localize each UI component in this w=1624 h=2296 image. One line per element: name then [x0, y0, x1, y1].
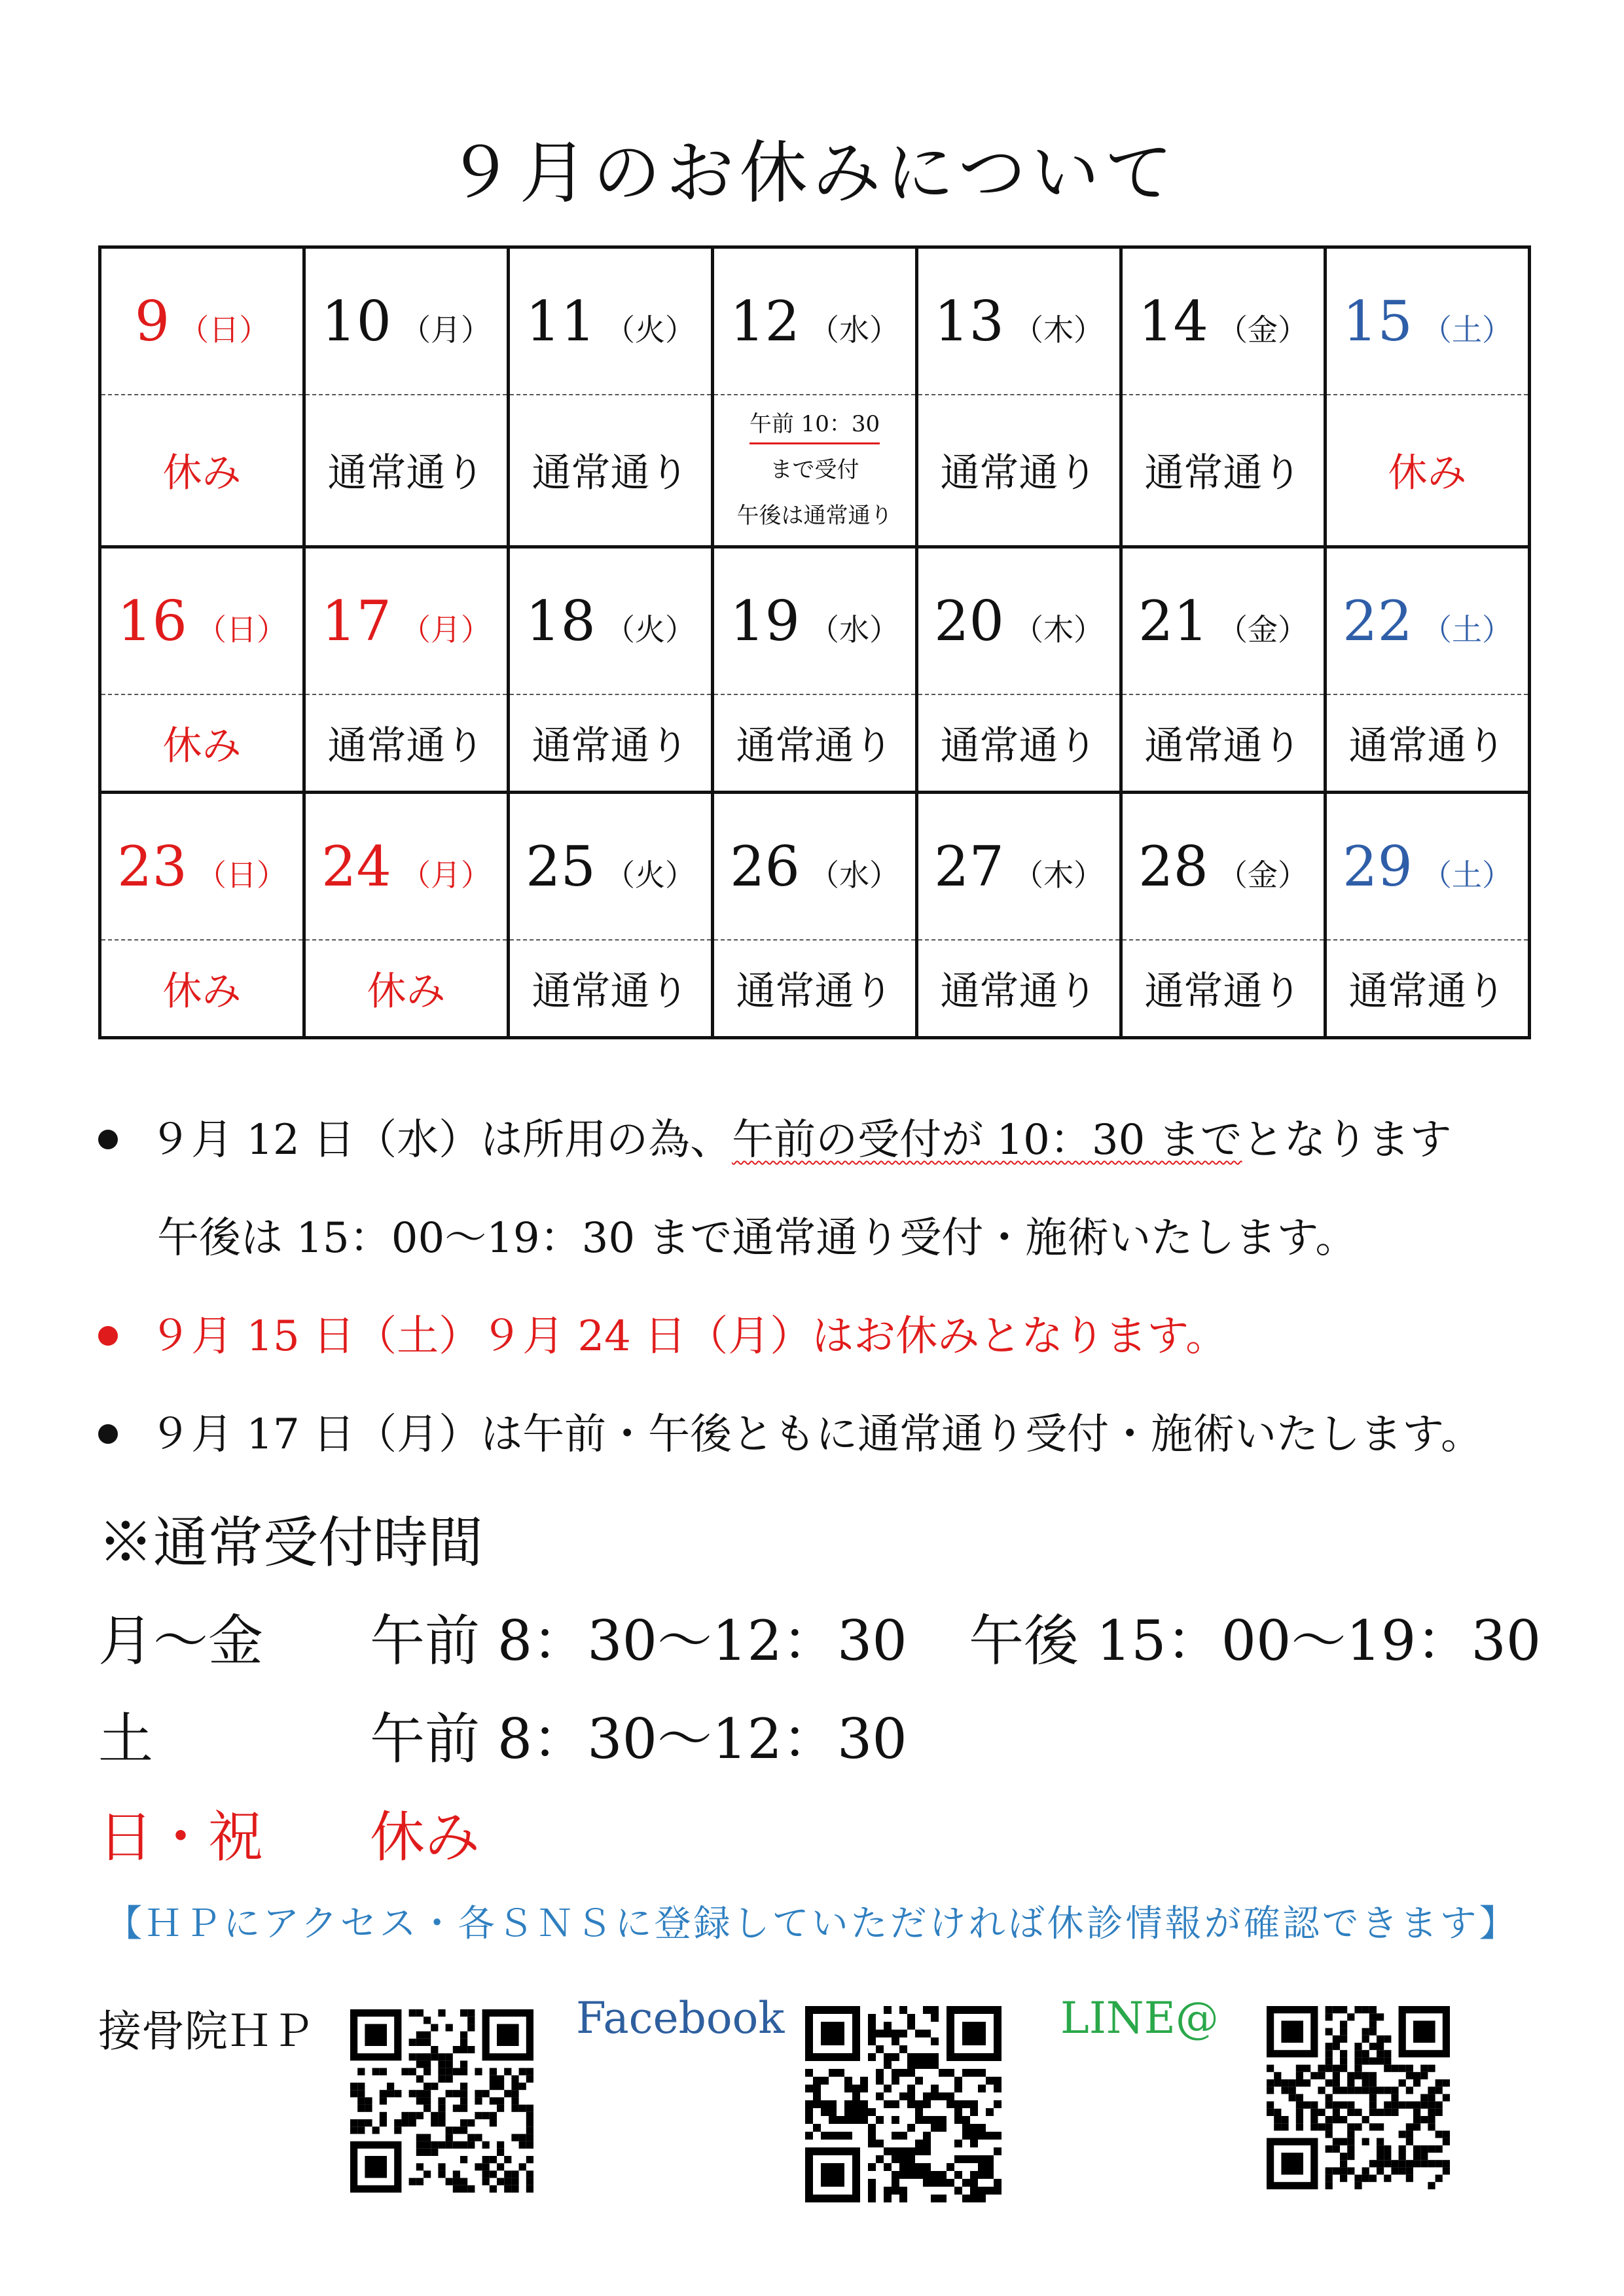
date-number: 28: [1138, 834, 1208, 899]
weekday-label: （木）: [1013, 312, 1104, 348]
weekday-label: （土）: [1421, 857, 1512, 893]
weekday-label: （日）: [179, 312, 270, 348]
status-text: 通常通り: [1348, 968, 1506, 1014]
status-text: 通常通り: [532, 723, 689, 769]
sns-info-banner: 【ＨＰにアクセス・各ＳＮＳに登録していただければ休診情報が確認できます】: [105, 1903, 1519, 1945]
status-note-line: 午後は通常通り: [736, 503, 893, 529]
status-text: 通常通り: [532, 450, 689, 497]
date-number: 16: [117, 588, 187, 653]
underlined-text: 午前の受付が 10：30 まで: [732, 1116, 1242, 1164]
weekday-label: （月）: [400, 312, 491, 348]
weekday-label: （金）: [1217, 312, 1308, 348]
page-title: ９月のお休みについて: [446, 133, 1178, 213]
weekday-label: （土）: [1421, 312, 1512, 348]
note-1: ９月 12 日（水）は所用の為、午前の受付が 10：30 までとなります: [98, 1106, 1452, 1166]
calendar-status-cell: [304, 395, 509, 547]
calendar-date-cell: [917, 793, 1121, 940]
line-label: LINE@: [1060, 1993, 1219, 2043]
calendar-date-cell: [509, 247, 713, 395]
calendar-status-cell: [1121, 694, 1326, 793]
note-2: ９月 15 日（土）９月 24 日（月）はお休みとなります。: [98, 1302, 1227, 1363]
line-qr-code-icon[interactable]: [1267, 2006, 1450, 2189]
weekday-pm: 午後 15：00～19：30: [969, 1609, 1542, 1673]
weekday-label: （火）: [604, 312, 695, 348]
weekday-label: （月）: [400, 857, 491, 893]
calendar-date-cell: [100, 547, 304, 694]
calendar-status-row: [100, 694, 1530, 793]
date-number: 10: [321, 289, 391, 353]
calendar-status-row: [100, 395, 1530, 547]
status-text: 通常通り: [532, 968, 689, 1014]
note-3: ９月 17 日（月）は午前・午後ともに通常通り受付・施術いたします。: [98, 1401, 1483, 1461]
calendar-date-cell: [1326, 247, 1530, 395]
status-text: 休み: [162, 450, 242, 497]
status-text: 休み: [367, 968, 446, 1014]
holiday-value: 休み: [370, 1805, 480, 1869]
calendar-status-cell: [713, 395, 917, 547]
status-text: 通常通り: [1144, 968, 1302, 1014]
calendar-status-cell: [304, 940, 509, 1038]
status-text: 休み: [162, 723, 242, 769]
bullet-icon: [98, 1424, 118, 1444]
status-text: 通常通り: [1144, 723, 1302, 769]
calendar-status-cell: [509, 395, 713, 547]
weekday-label: （水）: [808, 611, 899, 647]
status-text: 通常通り: [736, 723, 893, 769]
status-text: 通常通り: [940, 450, 1098, 497]
calendar-date-cell: [1121, 247, 1326, 395]
calendar-date-row: [100, 247, 1530, 395]
calendar-date-cell: [100, 247, 304, 395]
holiday-label: 日・祝: [98, 1805, 264, 1869]
date-number: 21: [1138, 588, 1208, 653]
status-text: 通常通り: [327, 450, 485, 497]
status-text: 通常通り: [940, 723, 1098, 769]
calendar-status-cell: [509, 940, 713, 1038]
status-text: 通常通り: [940, 968, 1098, 1014]
calendar-status-cell: [1326, 694, 1530, 793]
saturday-am: 午前 8：30～12：30: [370, 1707, 907, 1771]
weekday-label: （水）: [808, 312, 899, 348]
calendar-date-row: [100, 547, 1530, 694]
date-number: 15: [1343, 289, 1413, 353]
calendar-status-cell: [100, 940, 304, 1038]
calendar-date-cell: [509, 547, 713, 694]
bullet-icon: [98, 1130, 118, 1149]
calendar-status-cell: [713, 940, 917, 1038]
weekday-label: （日）: [196, 857, 287, 893]
saturday-label: 土: [98, 1707, 154, 1771]
calendar-date-cell: [100, 793, 304, 940]
status-note-line: まで受付: [770, 457, 859, 484]
date-number: 11: [526, 289, 596, 353]
date-number: 14: [1138, 289, 1208, 353]
weekday-label: （火）: [604, 857, 695, 893]
calendar-status-cell: [100, 395, 304, 547]
calendar-status-cell: [1326, 940, 1530, 1038]
weekday-label: （土）: [1421, 611, 1512, 647]
calendar-status-cell: [100, 694, 304, 793]
date-number: 23: [117, 834, 187, 899]
weekday-label: （木）: [1013, 611, 1104, 647]
status-text: 通常通り: [1144, 450, 1302, 497]
facebook-label: Facebook: [576, 1993, 785, 2043]
calendar-date-cell: [917, 247, 1121, 395]
weekday-label: （月）: [400, 611, 491, 647]
calendar-date-row: [100, 793, 1530, 940]
status-text: 通常通り: [327, 723, 485, 769]
calendar-date-cell: [713, 547, 917, 694]
date-number: 17: [321, 588, 391, 653]
date-number: 27: [934, 834, 1004, 899]
date-number: 22: [1343, 588, 1413, 653]
calendar-date-cell: [304, 547, 509, 694]
calendar-status-row: [100, 940, 1530, 1038]
note-1-line-2: 午後は 15：00～19：30 まで通常通り受付・施術いたします。: [157, 1214, 1358, 1263]
weekday-label: （日）: [196, 611, 287, 647]
calendar-status-cell: [1326, 395, 1530, 547]
calendar-status-cell: [509, 694, 713, 793]
date-number: 25: [526, 834, 596, 899]
date-number: 26: [730, 834, 800, 899]
status-text: 休み: [162, 968, 242, 1014]
date-number: 18: [526, 588, 596, 653]
status-text: 通常通り: [736, 968, 893, 1014]
weekday-label: （金）: [1217, 857, 1308, 893]
hours-title: ※通常受付時間: [98, 1511, 484, 1575]
calendar-status-cell: [304, 694, 509, 793]
facebook-qr-code-icon[interactable]: [805, 2006, 1001, 2202]
weekday-label: （水）: [808, 857, 899, 893]
date-number: 19: [730, 588, 800, 653]
calendar-date-cell: [1121, 547, 1326, 694]
date-number: 9: [134, 289, 170, 353]
calendar-status-cell: [1121, 940, 1326, 1038]
weekday-label: （金）: [1217, 611, 1308, 647]
date-number: 20: [934, 588, 1004, 653]
date-number: 12: [730, 289, 800, 353]
calendar-date-cell: [304, 247, 509, 395]
calendar-table: [98, 245, 1531, 1039]
hp-qr-code-icon[interactable]: [350, 2009, 533, 2193]
calendar-date-cell: [1326, 547, 1530, 694]
status-text: 通常通り: [1348, 723, 1506, 769]
calendar-date-cell: [304, 793, 509, 940]
calendar-status-cell: [713, 694, 917, 793]
calendar-date-cell: [713, 793, 917, 940]
calendar-date-cell: [917, 547, 1121, 694]
weekday-label: （木）: [1013, 857, 1104, 893]
calendar-status-cell: [1121, 395, 1326, 547]
date-number: 13: [934, 289, 1004, 353]
hp-label: 接骨院ＨＰ: [98, 2006, 314, 2056]
weekday-am: 午前 8：30～12：30: [370, 1609, 907, 1673]
date-number: 29: [1343, 834, 1413, 899]
status-text: 休み: [1388, 450, 1467, 497]
calendar-date-cell: [1326, 793, 1530, 940]
status-note-line: 午前 10：30: [749, 406, 880, 444]
calendar-status-cell: [917, 395, 1121, 547]
calendar-date-cell: [713, 247, 917, 395]
date-number: 24: [321, 834, 391, 899]
calendar-status-cell: [917, 940, 1121, 1038]
calendar-date-cell: [509, 793, 713, 940]
calendar-status-cell: [917, 694, 1121, 793]
bullet-icon: [98, 1326, 118, 1346]
calendar-date-cell: [1121, 793, 1326, 940]
weekday-label: （火）: [604, 611, 695, 647]
weekday-label: 月～金: [98, 1609, 264, 1673]
